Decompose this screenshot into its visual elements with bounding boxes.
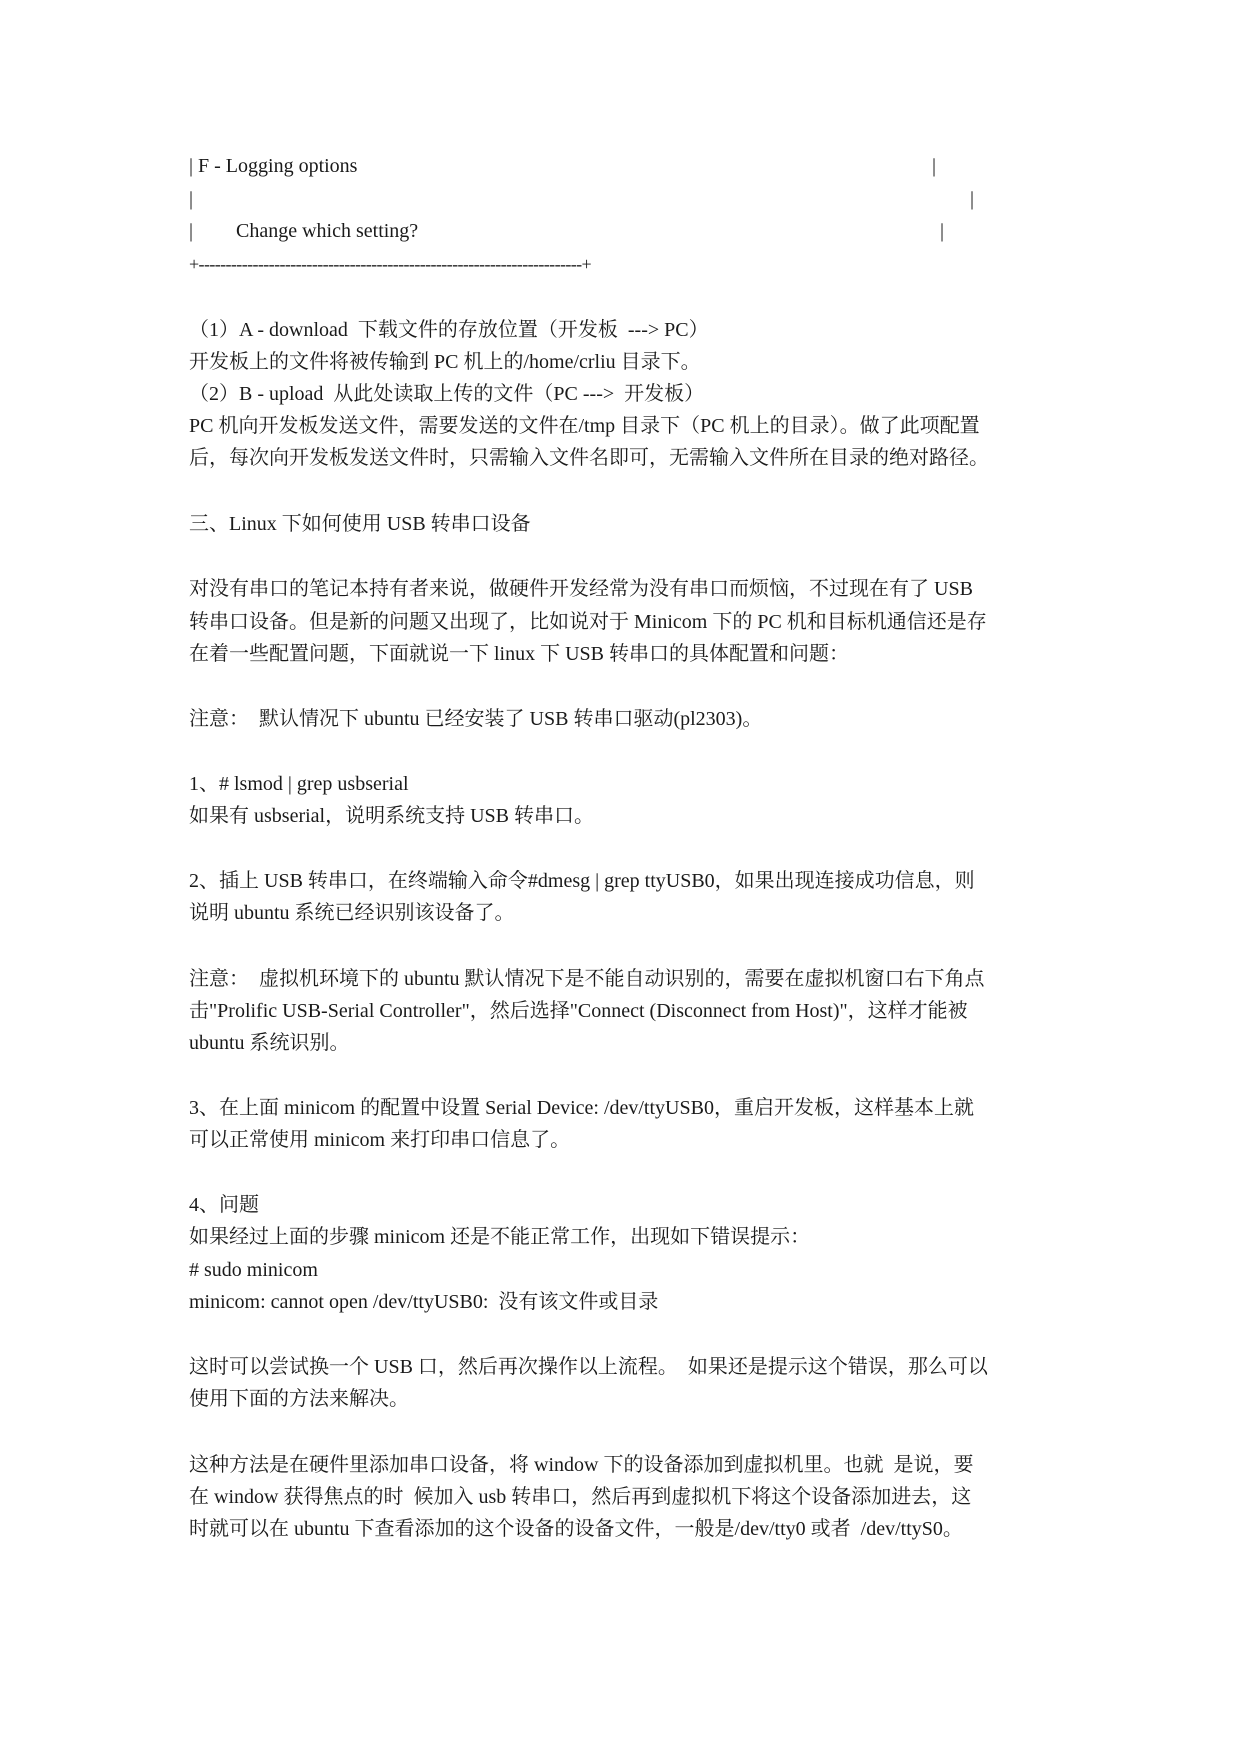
- method-line: 在 window 获得焦点的时 候加入 usb 转串口，然后再到虚拟机下将这个设备添加进去，这: [189, 1486, 972, 1508]
- intro-paragraph-line: 对没有串口的笔记本持有者来说，做硬件开发经常为没有串口而烦恼，不过现在有了 USB: [189, 578, 973, 600]
- option-b-description-line: 后，每次向开发板发送文件时，只需输入文件名即可，无需输入文件所在目录的绝对路径。: [189, 447, 989, 469]
- note-vm-line: 注意： 虚拟机环境下的 ubuntu 默认情况下是不能自动识别的，需要在虚拟机窗口右下角点: [189, 968, 985, 990]
- method-line: 这种方法是在硬件里添加串口设备，将 window 下的设备添加到虚拟机里。也就 是说，要: [189, 1454, 974, 1476]
- menu-prompt: Change which setting?: [236, 220, 419, 242]
- menu-left-bar: |: [189, 220, 194, 242]
- retry-line: 使用下面的方法来解决。: [189, 1388, 409, 1410]
- step1-command: 1、# lsmod | grep usbserial: [189, 773, 409, 795]
- note-vm-line: ubuntu 系统识别。: [189, 1032, 350, 1054]
- option-a-description: 开发板上的文件将被传输到 PC 机上的/home/crliu 目录下。: [189, 351, 701, 373]
- step1-description: 如果有 usbserial，说明系统支持 USB 转串口。: [189, 805, 594, 827]
- menu-right-bar: |: [970, 188, 975, 210]
- note-vm-line: 击"Prolific USB-Serial Controller"，然后选择"Connect (Disconnect from Host)"，这样才能被: [189, 1000, 968, 1022]
- method-line: 时就可以在 ubuntu 下查看添加的这个设备的设备文件，一般是/dev/tty0 或者 /dev/ttyS0。: [189, 1518, 963, 1540]
- section-title: 三、Linux 下如何使用 USB 转串口设备: [189, 513, 531, 535]
- menu-right-bar: |: [932, 155, 937, 177]
- intro-paragraph-line: 在着一些配置问题，下面就说一下 linux 下 USB 转串口的具体配置和问题：: [189, 643, 850, 665]
- option-a-heading: （1）A - download 下载文件的存放位置（开发板 ---> PC）: [189, 319, 709, 341]
- step3-line: 3、在上面 minicom 的配置中设置 Serial Device: /dev/ttyUSB0，重启开发板，这样基本上就: [189, 1097, 974, 1119]
- step4-error: minicom: cannot open /dev/ttyUSB0: 没有该文件或目录: [189, 1291, 659, 1313]
- step4-title: 4、问题: [189, 1194, 259, 1216]
- menu-bottom-border: +-----------------------------------------------------------------------+: [189, 254, 592, 274]
- step2-line: 说明 ubuntu 系统已经识别该设备了。: [189, 902, 515, 924]
- step2-line: 2、插上 USB 转串口，在终端输入命令#dmesg | grep ttyUSB0，如果出现连接成功信息，则: [189, 870, 975, 892]
- option-b-description-line: PC 机向开发板发送文件，需要发送的文件在/tmp 目录下（PC 机上的目录）。做了此项配置: [189, 415, 980, 437]
- option-b-heading: （2）B - upload 从此处读取上传的文件（PC ---> 开发板）: [189, 383, 705, 405]
- menu-left-bar: | F - Logging options: [189, 155, 358, 177]
- step3-line: 可以正常使用 minicom 来打印串口信息了。: [189, 1129, 571, 1151]
- intro-paragraph-line: 转串口设备。但是新的问题又出现了，比如说对于 Minicom 下的 PC 机和目标机通信还是存: [189, 611, 987, 633]
- menu-right-bar: |: [940, 220, 945, 242]
- step4-command: # sudo minicom: [189, 1259, 318, 1281]
- step4-description: 如果经过上面的步骤 minicom 还是不能正常工作，出现如下错误提示：: [189, 1226, 811, 1248]
- retry-line: 这时可以尝试换一个 USB 口，然后再次操作以上流程。 如果还是提示这个错误，那么可以: [189, 1356, 988, 1378]
- menu-left-bar: |: [189, 188, 194, 210]
- note-driver: 注意： 默认情况下 ubuntu 已经安装了 USB 转串口驱动(pl2303)。: [189, 708, 763, 730]
- menu-option-logging: F - Logging options: [198, 155, 358, 177]
